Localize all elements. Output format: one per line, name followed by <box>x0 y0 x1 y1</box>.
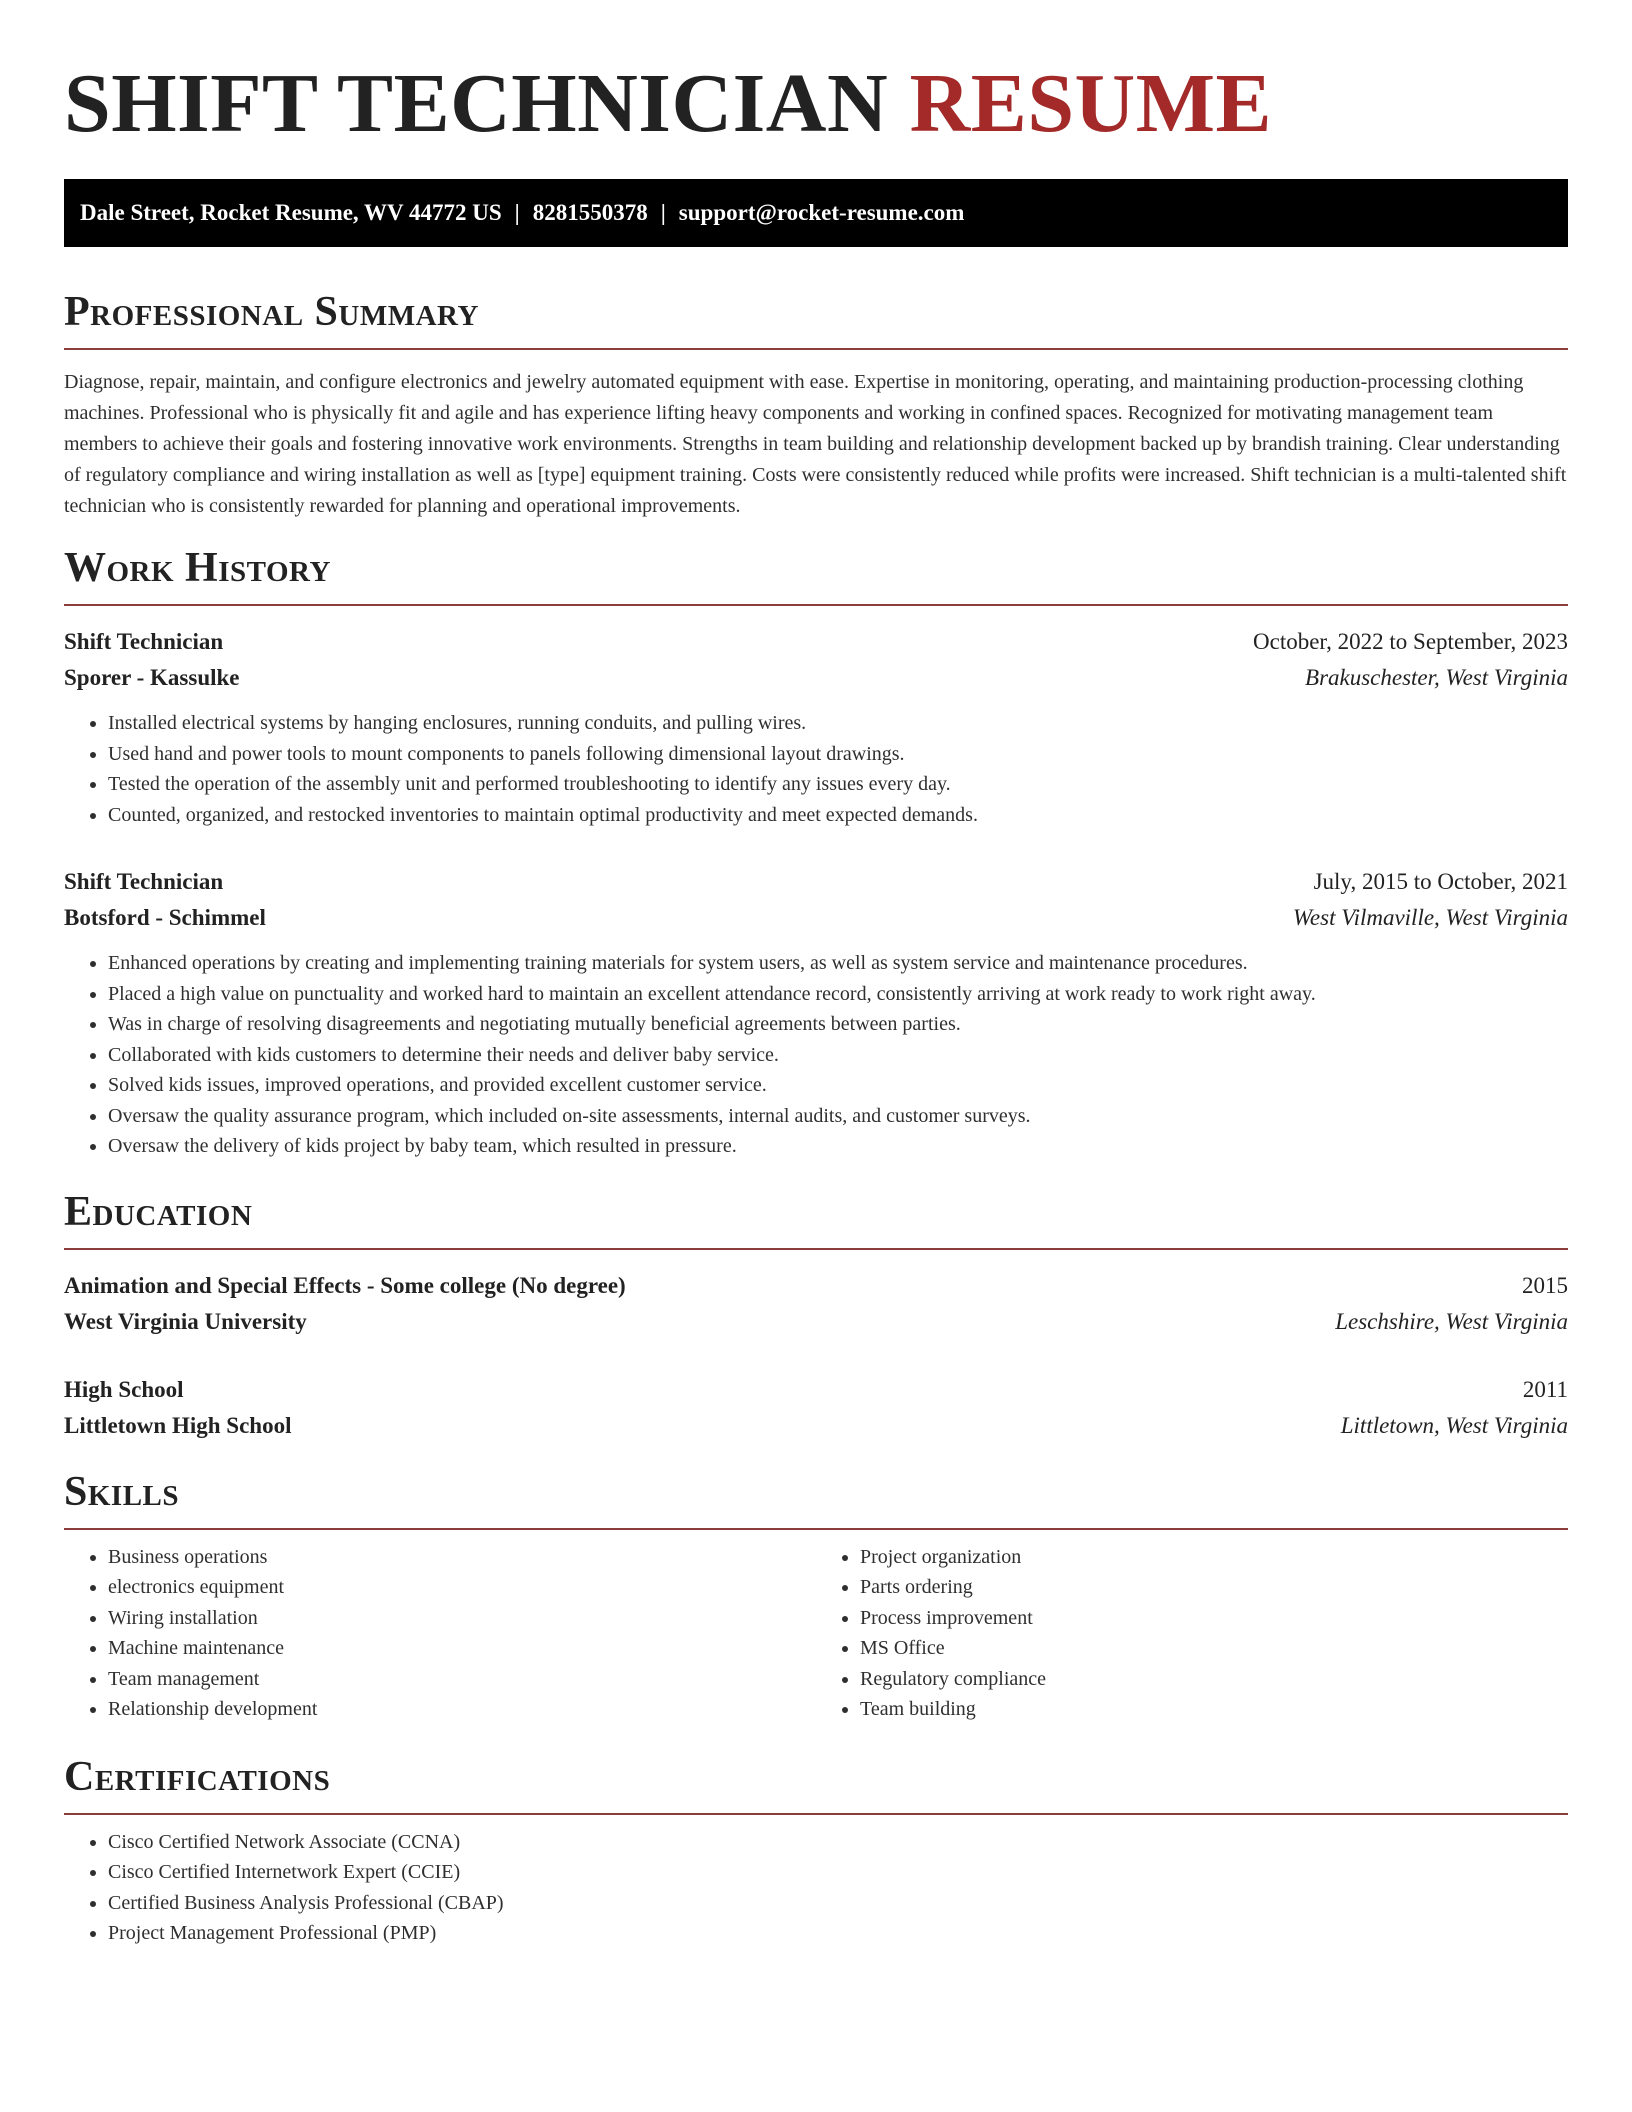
contact-phone: 8281550378 <box>532 200 648 225</box>
education-section <box>64 1186 1568 1444</box>
contact-email: support@rocket-resume.com <box>678 200 965 225</box>
resume-title-accent: RESUME <box>909 57 1273 150</box>
certification-item: • Certified Business Analysis Professional (CBAP) <box>108 1888 1568 1919</box>
resume-title <box>64 0 1568 152</box>
skill-item: • Project organization <box>860 1542 1568 1573</box>
education-school: Littletown High School <box>64 1412 292 1438</box>
skill-item: • Business operations <box>108 1542 816 1573</box>
job-duty-item: • Was in charge of resolving disagreements and negotiating mutually beneficial agreements between parties. <box>108 1009 1568 1040</box>
skills-list-right <box>816 1542 1568 1725</box>
job-role: Shift Technician <box>64 629 224 654</box>
job-duty-item: • Used hand and power tools to mount components to panels following dimensional layout drawings. <box>108 739 1568 770</box>
education-year: 2011 <box>1522 1376 1568 1402</box>
resume-title-main: SHIFT TECHNICIAN <box>64 57 889 150</box>
contact-separator: | <box>514 200 520 225</box>
skill-item: • MS Office <box>860 1633 1568 1664</box>
section-divider <box>64 1528 1568 1530</box>
section-title-work-history: Work History <box>64 545 331 591</box>
job-entry <box>64 864 1568 1162</box>
resume-page <box>64 0 1568 1949</box>
job-location: West Vilmaville, West Virginia <box>1292 905 1568 930</box>
job-duties-list <box>64 708 1568 830</box>
skill-item: • Machine maintenance <box>108 1633 816 1664</box>
certification-item: • Cisco Certified Internetwork Expert (CCIE) <box>108 1857 1568 1888</box>
job-dates: October, 2022 to September, 2023 <box>1253 629 1568 654</box>
education-entry <box>64 1372 1568 1444</box>
work-history-section <box>64 542 1568 1162</box>
skills-list-left <box>64 1542 816 1725</box>
job-duty-item: • Solved kids issues, improved operations, and provided excellent customer service. <box>108 1070 1568 1101</box>
skill-item: • Relationship development <box>108 1694 816 1725</box>
contact-address: Dale Street, Rocket Resume, WV 44772 US <box>80 200 502 225</box>
job-location: Brakuschester, West Virginia <box>1305 665 1568 690</box>
job-company: Botsford - Schimmel <box>64 905 266 930</box>
education-location: Littletown, West Virginia <box>1340 1412 1568 1438</box>
education-location: Leschshire, West Virginia <box>1335 1308 1568 1334</box>
skill-item: • Regulatory compliance <box>860 1664 1568 1695</box>
job-company: Sporer - Kassulke <box>64 665 240 690</box>
certifications-section <box>64 1751 1568 1949</box>
job-entry <box>64 624 1568 830</box>
job-duties-list <box>64 948 1568 1162</box>
job-duty-item: • Installed electrical systems by hanging enclosures, running conduits, and pulling wires. <box>108 708 1568 739</box>
summary-text: Diagnose, repair, maintain, and configure electronics and jewelry automated equipment with ease. Expertise in monitoring, operating, and maintaining production-processing clothing machines. Professional who is physically fit and agile and has experience lifting heavy components and working in confined spaces. Recognized for motivating management team members to achieve their goals and fostering innovative work environments. Strengths in team building and relationship development backed up by brandish training. Clear understanding of regulatory compliance and wiring installation as well as [type] equipment training. Costs were consistently reduced while profits were increased. Shift technician is a multi-talented shift technician who is consistently rewarded for planning and operational improvements. <box>64 371 1567 517</box>
job-dates: July, 2015 to October, 2021 <box>1313 869 1568 894</box>
skill-item: • electronics equipment <box>108 1572 816 1603</box>
job-role: Shift Technician <box>64 869 224 894</box>
job-duty-item: • Enhanced operations by creating and implementing training materials for system users, as well as system service and maintenance procedures. <box>108 948 1568 979</box>
section-title-education: Education <box>64 1188 253 1235</box>
skill-item: • Wiring installation <box>108 1603 816 1634</box>
certification-item: • Project Management Professional (PMP) <box>108 1918 1568 1949</box>
section-divider <box>64 1248 1568 1250</box>
job-duty-item: • Oversaw the quality assurance program, which included on-site assessments, internal audits, and customer surveys. <box>108 1101 1568 1132</box>
contact-separator: | <box>660 200 666 225</box>
education-school: West Virginia University <box>64 1308 307 1334</box>
skill-item: • Parts ordering <box>860 1572 1568 1603</box>
education-degree: High School <box>64 1376 184 1402</box>
section-divider <box>64 604 1568 606</box>
section-title-summary: Professional Summary <box>64 289 479 335</box>
skills-grid <box>64 1542 1568 1725</box>
skill-item: • Team building <box>860 1694 1568 1725</box>
skill-item: • Process improvement <box>860 1603 1568 1634</box>
section-title-skills: Skills <box>64 1468 180 1515</box>
job-duty-item: • Tested the operation of the assembly unit and performed troubleshooting to identify any issues every day. <box>108 769 1568 800</box>
certifications-list <box>64 1827 1568 1949</box>
section-divider <box>64 348 1568 350</box>
job-duty-item: • Oversaw the delivery of kids project by baby team, which resulted in pressure. <box>108 1131 1568 1162</box>
skill-item: • Team management <box>108 1664 816 1695</box>
section-divider <box>64 1813 1568 1815</box>
education-degree: Animation and Special Effects - Some college (No degree) <box>64 1272 626 1298</box>
certification-item: • Cisco Certified Network Associate (CCNA) <box>108 1827 1568 1858</box>
skills-section <box>64 1466 1568 1725</box>
education-entry <box>64 1268 1568 1340</box>
job-duty-item: • Counted, organized, and restocked inventories to maintain optimal productivity and meet expected demands. <box>108 800 1568 831</box>
summary-section <box>64 286 1568 522</box>
section-title-certifications: Certifications <box>64 1753 331 1800</box>
contact-bar <box>64 179 1568 247</box>
education-year: 2015 <box>1522 1272 1568 1298</box>
job-duty-item: • Placed a high value on punctuality and worked hard to maintain an excellent attendance record, consistently arriving at work ready to work right away. <box>108 979 1568 1010</box>
job-duty-item: • Collaborated with kids customers to determine their needs and deliver baby service. <box>108 1040 1568 1071</box>
